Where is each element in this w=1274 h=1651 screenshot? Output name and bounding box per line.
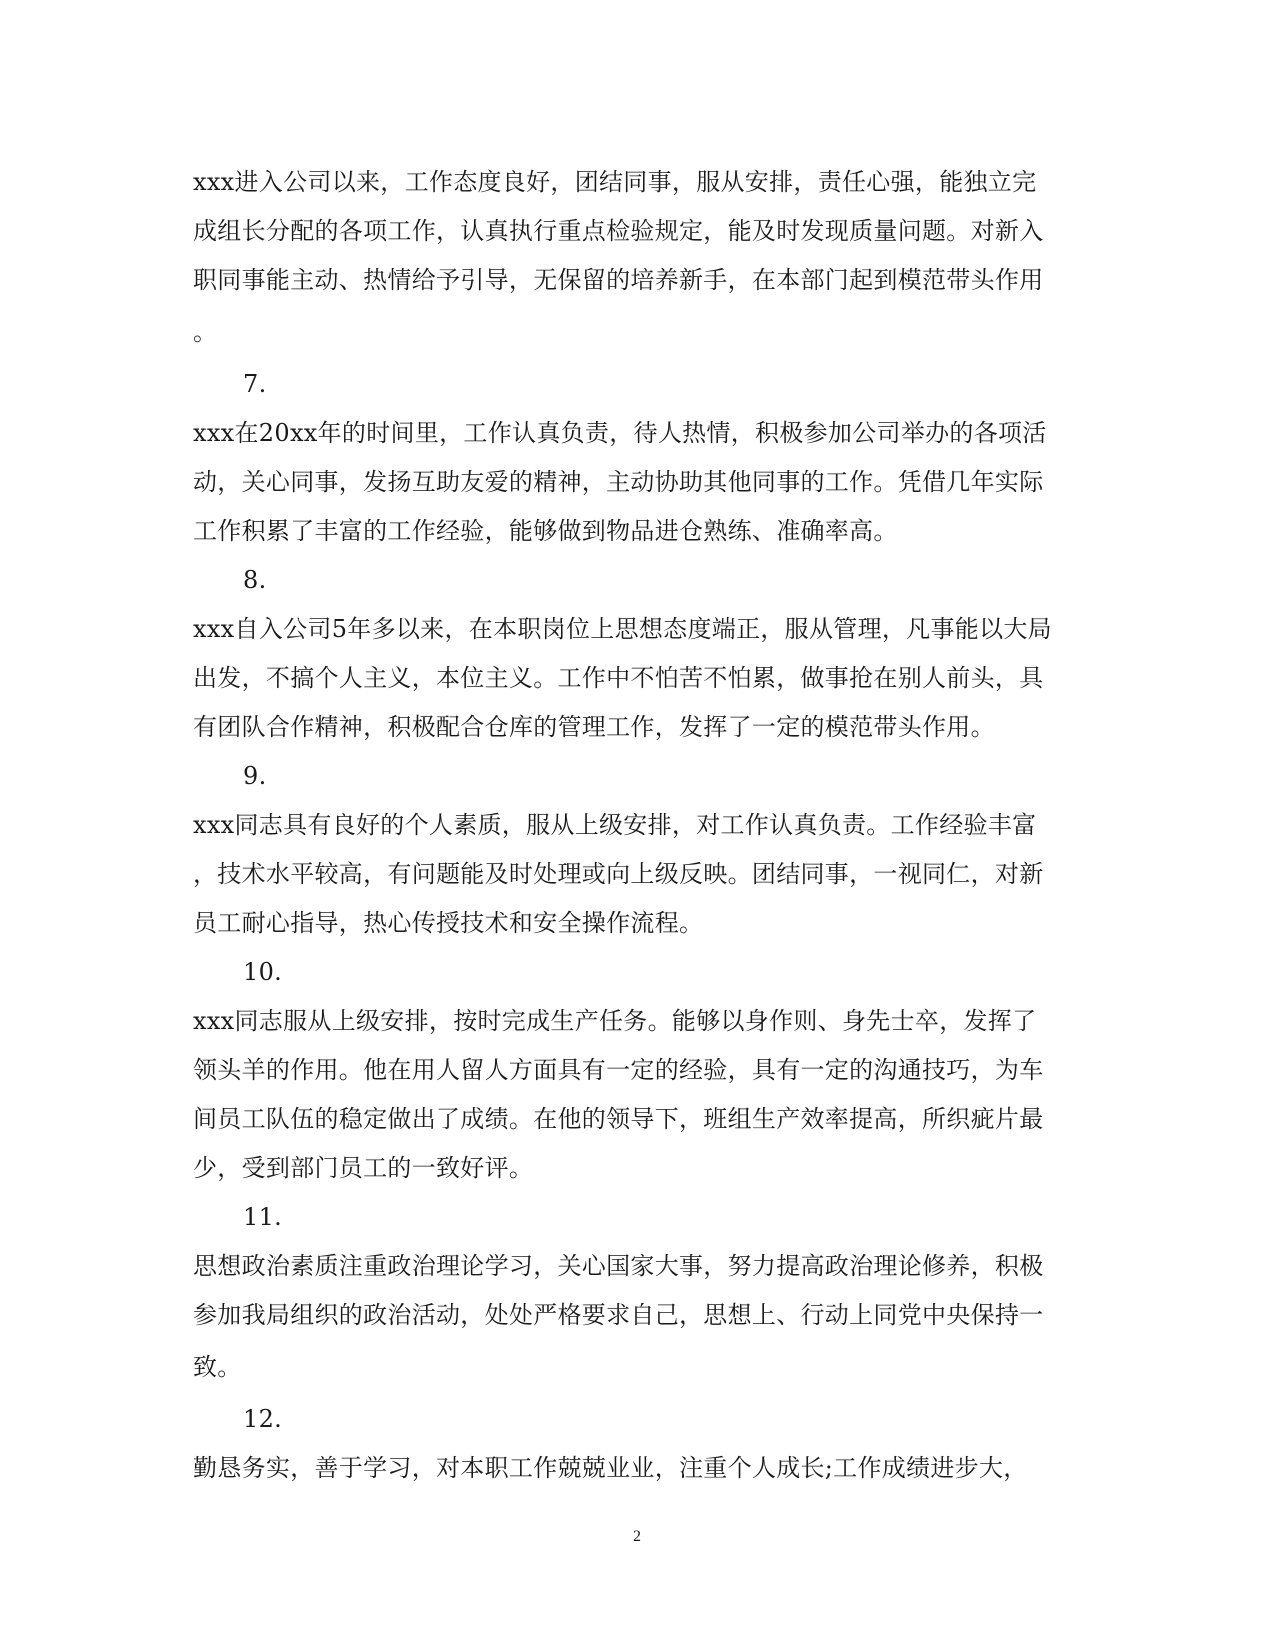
page-number: 2 [633,1528,641,1545]
item-number: 9. [243,762,267,790]
item-number: 7. [243,370,267,398]
text-line: 间员工队伍的稳定做出了成绩。在他的领导下，班组生产效率提高，所织疵片最 [193,1105,1044,1133]
item-number: 10. [243,958,283,986]
text-line: xxx自入公司5年多以来，在本职岗位上思想态度端正，服从管理，凡事能以大局 [193,615,1052,643]
text-line: 少，受到部门员工的一致好评。 [193,1154,534,1182]
text-line: 工作积累了丰富的工作经验，能够做到物品进仓熟练、准确率高。 [193,517,898,545]
text-line: 成组长分配的各项工作，认真执行重点检验规定，能及时发现质量问题。对新入 [193,217,1044,245]
text-line: 出发，不搞个人主义，本位主义。工作中不怕苦不怕累，做事抢在别人前头，具 [193,664,1044,692]
text-line: xxx同志具有良好的个人素质，服从上级安排，对工作认真负责。工作经验丰富 [193,811,1037,839]
text-line: 勤恳务实，善于学习，对本职工作兢兢业业，注重个人成长;工作成绩进步大， [193,1454,1028,1482]
text-line: 致。 [193,1353,242,1381]
text-line: 。 [193,318,218,346]
item-number: 8. [243,566,267,594]
document-body [193,158,1073,1493]
text-line: 领头羊的作用。他在用人留人方面具有一定的经验，具有一定的沟通技巧，为车 [193,1056,1044,1084]
text-line: 有团队合作精神，积极配合仓库的管理工作，发挥了一定的模范带头作用。 [193,713,995,741]
item-number: 11. [243,1203,283,1231]
text-line: 职同事能主动、热情给予引导，无保留的培养新手，在本部门起到模范带头作用 [193,266,1044,294]
text-line: 参加我局组织的政治活动，处处严格要求自己，思想上、行动上同党中央保持一 [193,1301,1044,1329]
text-line: 员工耐心指导，热心传授技术和安全操作流程。 [193,909,704,937]
text-line: xxx同志服从上级安排，按时完成生产任务。能够以身作则、身先士卒，发挥了 [193,1007,1037,1035]
text-line: 思想政治素质注重政治理论学习，关心国家大事，努力提高政治理论修养，积极 [193,1252,1044,1280]
text-line: xxx进入公司以来，工作态度良好，团结同事，服从安排，责任心强，能独立完 [193,168,1037,196]
item-number: 12. [243,1405,283,1433]
text-line: 动，关心同事，发扬互助友爱的精神，主动协助其他同事的工作。凭借几年实际 [193,468,1044,496]
text-line: xxx在20xx年的时间里，工作认真负责，待人热情，积极参加公司举办的各项活 [193,419,1047,447]
text-line: ，技术水平较高，有问题能及时处理或向上级反映。团结同事，一视同仁，对新 [193,860,1044,888]
